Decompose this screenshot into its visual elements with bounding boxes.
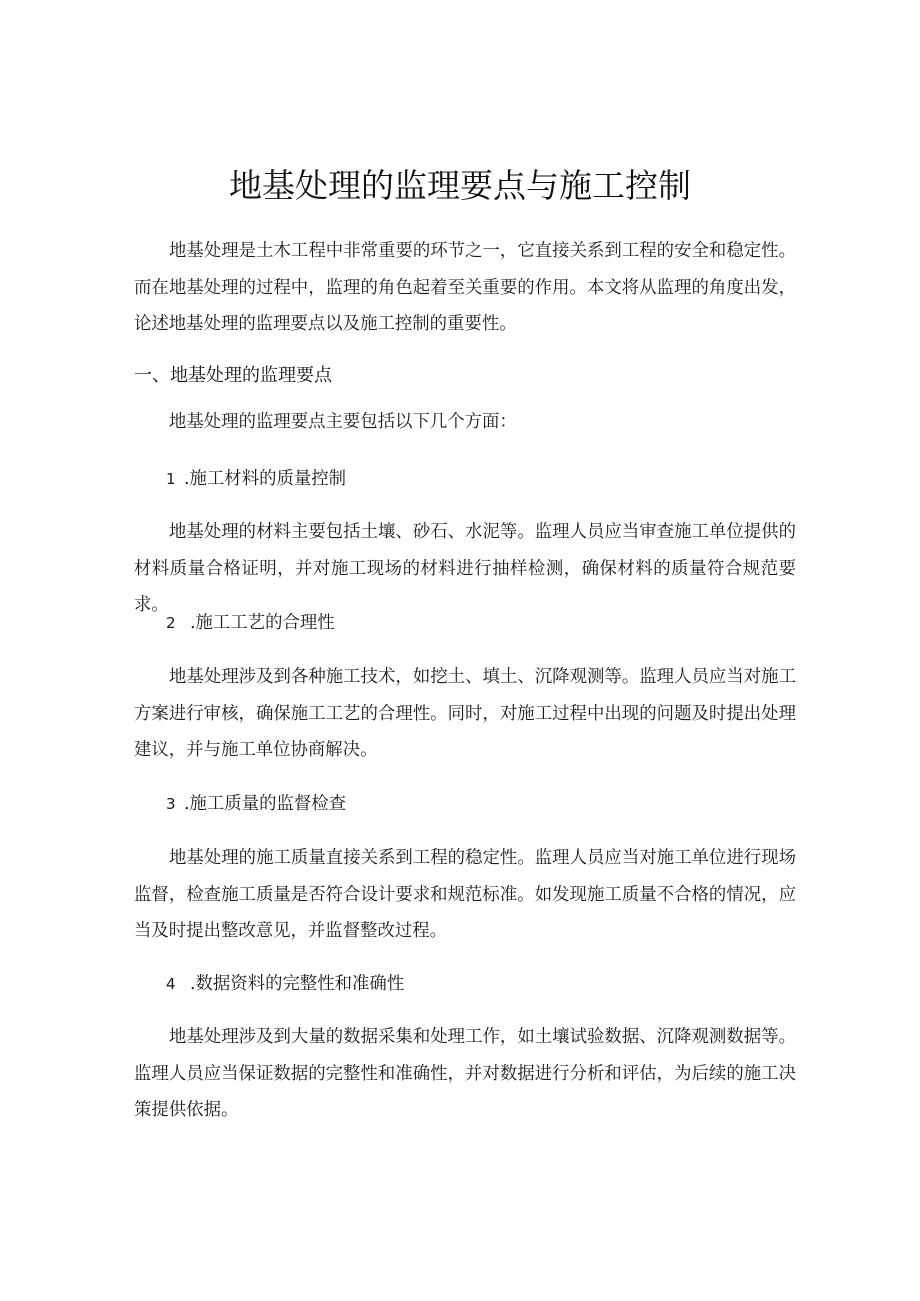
- section-heading: 一、地基处理的监理要点: [134, 365, 332, 386]
- subheading-number: 4: [166, 975, 176, 993]
- subheading-number: 1: [166, 470, 176, 488]
- body-paragraph-1: 地基处理的材料主要包括土壤、砂石、水泥等。监理人员应当审查施工单位提供的材料质量合格证明，并对施工现场的材料进行抽样检测，确保材料的质量符合规范要求。: [134, 522, 796, 615]
- subheading-title: .施工材料的质量控制: [184, 469, 347, 489]
- subheading-title: .施工质量的监督检查: [184, 794, 347, 814]
- subheading-title: .施工工艺的合理性: [190, 613, 335, 633]
- subheading-title: .数据资料的完整性和准确性: [190, 974, 405, 994]
- section-lead-paragraph: 地基处理的监理要点主要包括以下几个方面：: [169, 412, 517, 432]
- intro-paragraph: 地基处理是土木工程中非常重要的环节之一，它直接关系到工程的安全和稳定性。而在地基处理的过程中，监理的角色起着至关重要的作用。本文将从监理的角度出发，论述地基处理的监理要点以及施工控制的重要性。: [134, 241, 796, 334]
- subheading-3: [166, 789, 346, 819]
- subheading-number: 3: [166, 795, 176, 813]
- body-paragraph-3: 地基处理的施工质量直接关系到工程的稳定性。监理人员应当对施工单位进行现场监督，检查施工质量是否符合设计要求和规范标准。如发现施工质量不合格的情况，应当及时提出整改意见，并监督整改过程。: [134, 848, 796, 941]
- subheading-2: [166, 608, 335, 638]
- subheading-number: 2: [166, 614, 176, 632]
- subheading-1: [166, 464, 346, 494]
- page-title: 地基处理的监理要点与施工控制: [229, 166, 691, 205]
- body-paragraph-2: 地基处理涉及到各种施工技术，如挖土、填土、沉降观测等。监理人员应当对施工方案进行审核，确保施工工艺的合理性。同时，对施工过程中出现的问题及时提出处理建议，并与施工单位协商解决。: [134, 667, 796, 760]
- subheading-4: [166, 969, 404, 999]
- body-paragraph-4: 地基处理涉及到大量的数据采集和处理工作，如土壤试验数据、沉降观测数据等。监理人员应当保证数据的完整性和准确性，并对数据进行分析和评估，为后续的施工决策提供依据。: [134, 1027, 796, 1120]
